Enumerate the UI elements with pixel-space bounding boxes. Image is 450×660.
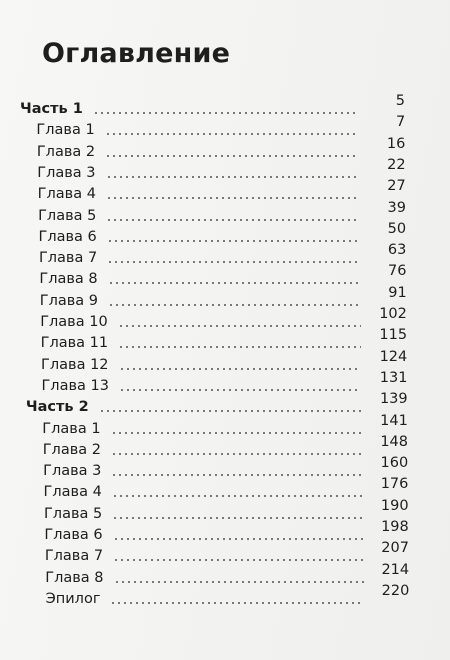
toc-chapter-row	[45, 561, 410, 588]
toc-entry-label: Часть 1	[20, 101, 83, 117]
toc-entry-label: Глава 5	[43, 505, 103, 522]
toc-page-number: 148	[380, 433, 409, 450]
toc-entry-label: Глава 3	[37, 164, 96, 181]
toc-dot-leader	[112, 495, 363, 497]
toc-dot-leader	[113, 538, 363, 540]
toc-chapter-row	[41, 369, 408, 396]
toc-page-number: 176	[380, 476, 409, 493]
toc-chapter-row	[39, 284, 407, 311]
toc-page-number: 207	[381, 540, 409, 557]
toc-dot-leader	[112, 517, 363, 519]
toc-entry-label: Глава 1	[42, 420, 101, 437]
toc-chapter-row	[41, 348, 408, 375]
toc-chapter-row	[38, 199, 406, 226]
toc-page-number: 214	[381, 561, 410, 578]
toc-entry-label: Глава 8	[45, 569, 104, 586]
toc-chapter-row	[37, 178, 406, 204]
toc-page-number: 139	[379, 391, 408, 408]
toc-page-number: 5	[395, 93, 405, 109]
toc-dot-leader	[105, 155, 358, 157]
toc-page-number: 220	[381, 582, 410, 599]
toc-chapter-row	[37, 156, 406, 183]
toc-page-number: 7	[395, 114, 406, 131]
toc-entry-label: Глава 4	[37, 186, 96, 203]
toc-page-number: 39	[387, 199, 406, 216]
toc-chapter-row	[36, 114, 406, 140]
toc-chapter-row	[38, 242, 407, 268]
toc-chapter-row	[42, 433, 409, 460]
toc-dot-leader	[106, 176, 359, 178]
toc-chapter-row	[40, 327, 408, 353]
toc-dot-leader	[107, 261, 360, 263]
toc-page-number: 160	[380, 455, 409, 472]
page-title: Оглавление	[42, 38, 231, 69]
toc-dot-leader	[106, 197, 359, 199]
toc-chapter-row	[36, 135, 406, 162]
toc-chapter-row	[39, 263, 407, 289]
toc-entry-label: Глава 10	[40, 314, 108, 330]
toc-dot-leader	[119, 368, 361, 370]
toc-entry-label: Глава 9	[39, 292, 99, 309]
toc-page-number: 131	[379, 369, 408, 386]
toc-page-number: 102	[379, 306, 407, 322]
toc-entry-label: Глава 1	[36, 122, 95, 139]
toc-entry-label: Глава 4	[43, 484, 102, 501]
toc-chapter-row	[44, 519, 409, 545]
toc-page-number: 91	[388, 284, 407, 301]
toc-dot-leader	[113, 559, 363, 561]
toc-dot-leader	[119, 389, 361, 391]
toc-chapter-row	[45, 582, 410, 609]
toc-page-number: 16	[386, 135, 406, 152]
toc-page-number: 27	[387, 178, 406, 195]
toc-dot-leader	[93, 112, 358, 114]
toc-part-row	[25, 391, 408, 417]
toc-chapter-row	[38, 220, 407, 247]
toc-entry-label: Глава 11	[40, 335, 109, 352]
toc-chapter-row	[44, 540, 409, 566]
toc-dot-leader	[111, 474, 362, 476]
toc-page-number: 115	[379, 327, 408, 344]
toc-chapter-row	[40, 306, 407, 332]
toc-entry-label: Часть 2	[25, 399, 89, 416]
toc-dot-leader	[111, 432, 362, 434]
toc-entry-label: Глава 6	[44, 527, 103, 543]
toc-page-number: 76	[388, 263, 407, 280]
toc-entry-label: Глава 3	[43, 463, 102, 480]
toc-part-row	[20, 93, 405, 119]
toc-entry-label: Глава 8	[39, 271, 98, 288]
toc-dot-leader	[118, 325, 361, 327]
toc-entry-label: Глава 7	[44, 548, 104, 565]
toc-entry-label: Глава 2	[36, 143, 96, 160]
toc-entry-label: Глава 6	[38, 228, 97, 245]
toc-entry-label: Эпилог	[45, 590, 101, 607]
toc-dot-leader	[99, 410, 362, 412]
toc-page-number: 63	[387, 242, 407, 259]
toc-chapter-row	[43, 497, 409, 524]
toc-chapter-row	[43, 476, 409, 502]
toc-dot-leader	[111, 453, 362, 455]
toc-page-number: 141	[380, 412, 408, 429]
toc-dot-leader	[105, 133, 359, 135]
toc-chapter-row	[42, 412, 408, 439]
toc-entry-label: Глава 13	[41, 377, 109, 394]
toc-page-number: 50	[387, 220, 407, 237]
toc-page-number: 22	[387, 156, 406, 173]
toc-entry-label: Глава 5	[38, 207, 97, 224]
toc-dot-leader	[118, 346, 361, 348]
toc-entry-label: Глава 2	[42, 441, 101, 458]
toc-dot-leader	[108, 282, 360, 284]
toc-dot-leader	[107, 240, 360, 242]
toc-dot-leader	[110, 602, 363, 604]
toc-dot-leader	[106, 219, 359, 221]
toc-entry-label: Глава 7	[38, 250, 98, 267]
toc-dot-leader	[108, 304, 360, 306]
toc-page-number: 124	[379, 348, 408, 365]
toc-entry-label: Глава 12	[41, 356, 109, 373]
toc-page-number: 198	[381, 519, 409, 535]
toc-page-number: 190	[380, 497, 409, 514]
toc-chapter-row	[43, 455, 409, 481]
toc-dot-leader	[114, 581, 364, 583]
